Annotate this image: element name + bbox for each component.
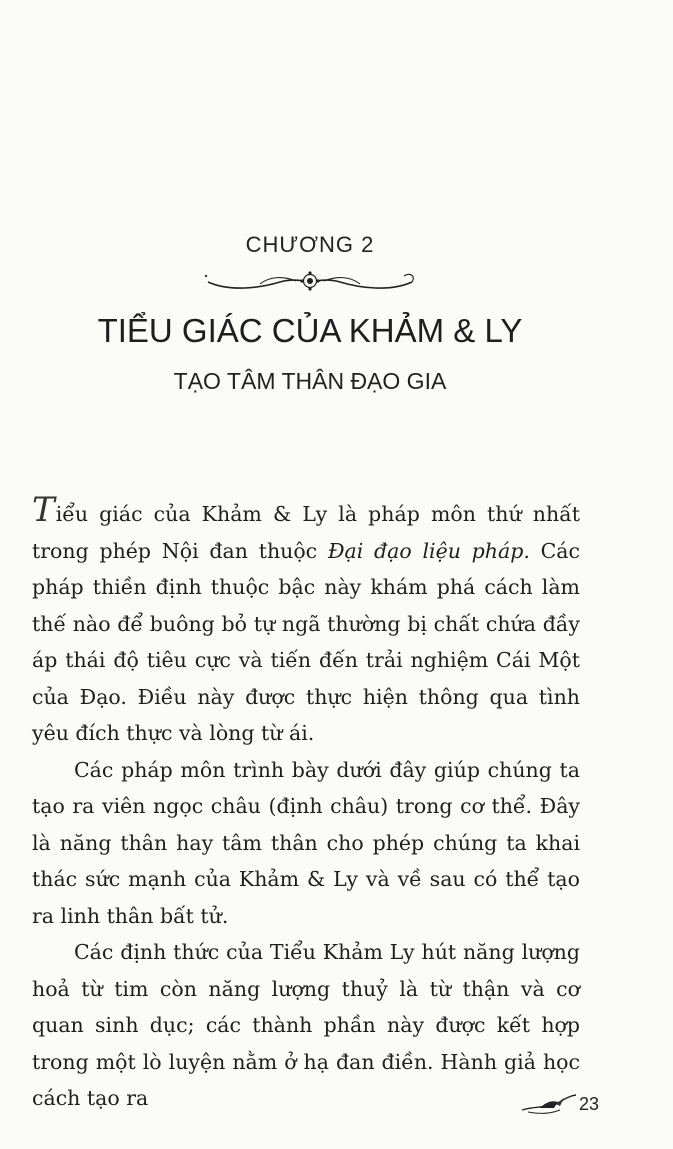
body-text [32, 490, 581, 1117]
chapter-subtitle: TẠO TÂM THÂN ĐẠO GIA [173, 368, 447, 394]
paragraph-2: Các pháp môn trình bày dưới đây giúp chúng ta tạo ra viên ngọc châu (định châu) trong cơ thể. Đây là năng thân hay tâm thân cho phép chúng ta khai thác sức mạnh của Khảm & Ly và về sau có thể tạo ra linh thân bất tử. [32, 757, 580, 928]
drop-cap: T [32, 490, 55, 530]
paragraph-1 [32, 490, 581, 752]
chapter-title: TIỂU GIÁC CỦA KHẢM & LY [97, 312, 523, 349]
chapter-label: CHƯƠNG 2 [245, 232, 375, 257]
paragraph-3: Các định thức của Tiểu Khảm Ly hút năng lượng hoả từ tim còn năng lượng thuỷ là từ thận và cơ quan sinh dục; các thành phần này được kết hợp trong một lò luyện nằm ở hạ đan điền. Hành giả học cách tạo ra [32, 940, 580, 1110]
bird-ornament-icon [520, 1092, 578, 1116]
page-footer [520, 1090, 610, 1120]
paragraph-1-text-b: Các pháp thiền định thuộc bậc này khám phá cách làm thế nào để buông bỏ tự ngã thường bị chất chứa đầy áp thái độ tiêu cực và tiến đến trải nghiệm Cái Một của Đạo. Điều này được thực hiện thông qua tình yêu đích thực và lòng từ ái. [32, 538, 581, 745]
flourish-divider-ornament [200, 266, 420, 296]
page-number: 23 [579, 1094, 600, 1114]
book-title-italic: Đại đạo liệu pháp. [327, 538, 530, 563]
paragraph-1-text-a: iểu giác của Khảm & Ly là pháp môn thứ nhất trong phép Nội đan thuộc [32, 502, 580, 563]
